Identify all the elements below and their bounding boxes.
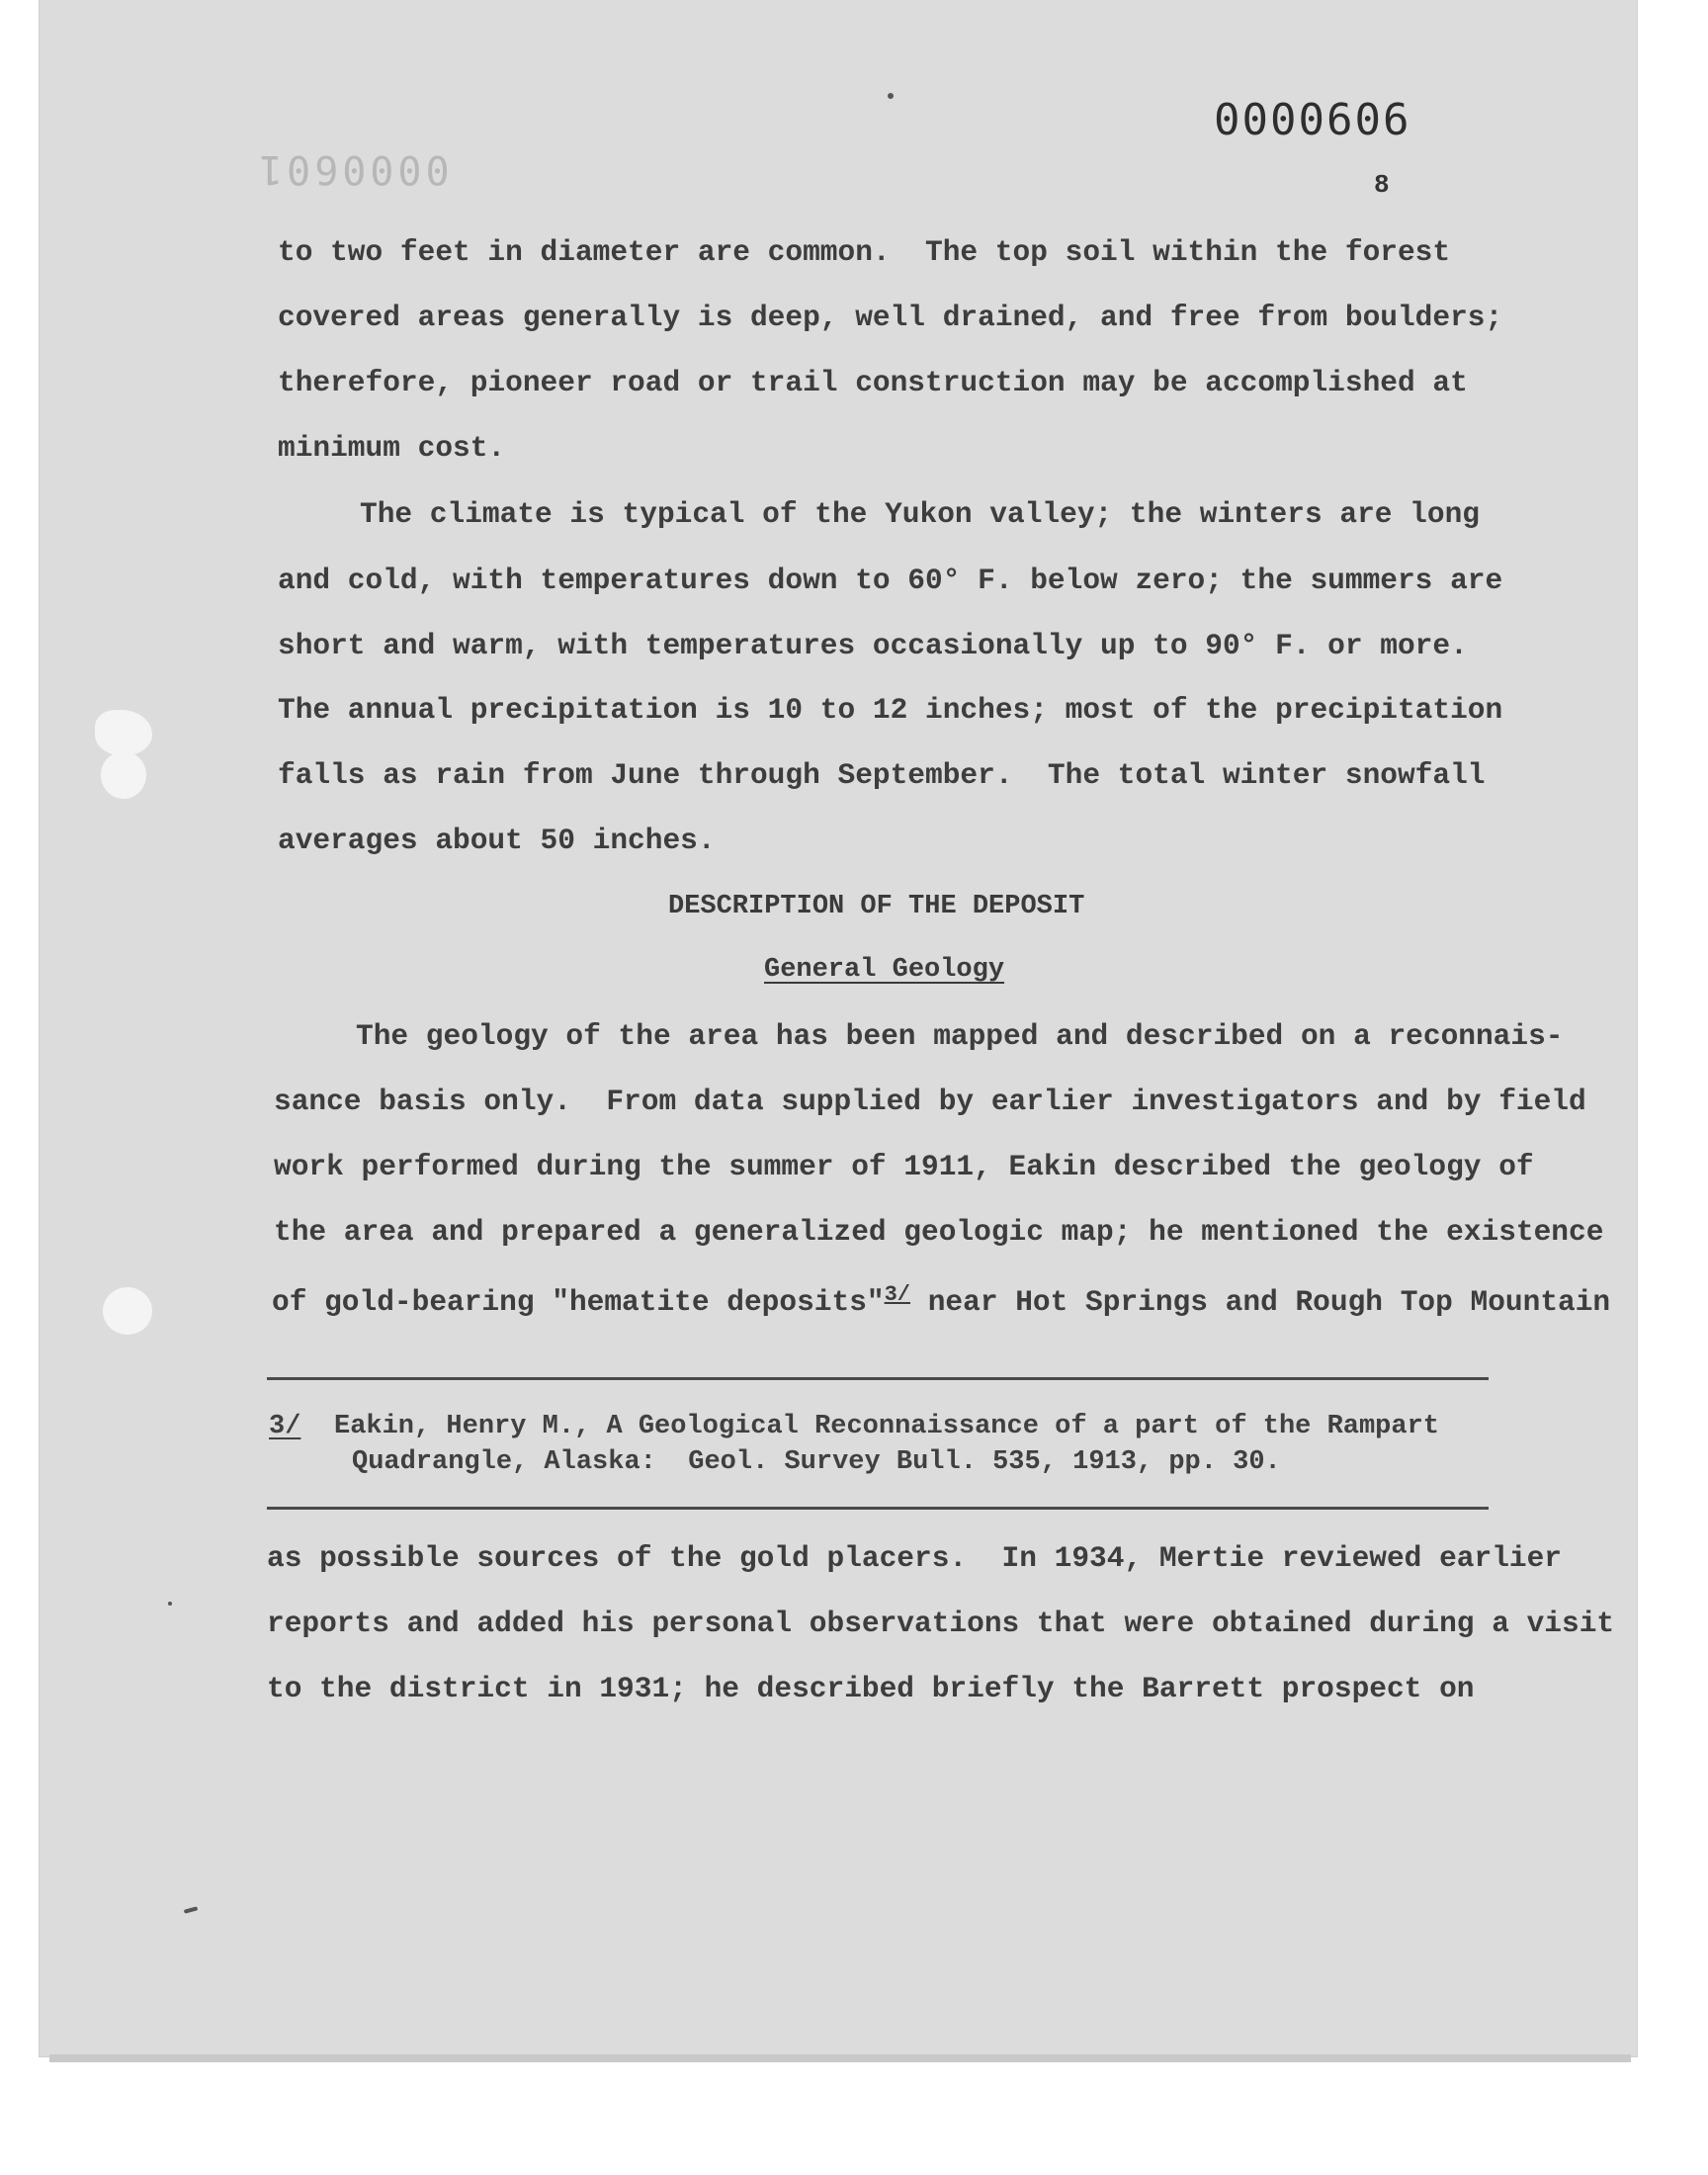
footnote-line: Quadrangle, Alaska: Geol. Survey Bull. 535, 1913, pp. 30. [352, 1447, 1281, 1477]
paragraph-line: the area and prepared a generalized geologic map; he mentioned the existence [274, 1215, 1604, 1249]
mirrored-id-stamp: 0000601 [255, 146, 450, 192]
paragraph-line: sance basis only. From data supplied by earlier investigators and by field [274, 1085, 1586, 1118]
section-heading: DESCRIPTION OF THE DEPOSIT [668, 892, 1085, 921]
paragraph-line: minimum cost. [278, 431, 506, 465]
paragraph-line [272, 1284, 1610, 1318]
paragraph-line: The annual precipitation is 10 to 12 inches; most of the precipitation [278, 693, 1503, 727]
footnote-line: Eakin, Henry M., A Geological Reconnaissance of a part of the Rampart [334, 1412, 1439, 1441]
paragraph-line: covered areas generally is deep, well drained, and free from boulders; [278, 301, 1503, 334]
document-id-stamp: 0000606 [1214, 95, 1411, 145]
paragraph-line: and cold, with temperatures down to 60° F. below zero; the summers are [278, 564, 1503, 597]
speck-mark [888, 93, 894, 99]
subsection-heading: General Geology [764, 955, 1005, 985]
paragraph-line: falls as rain from June through September. The total winter snowfall [278, 758, 1486, 792]
paragraph-line: work performed during the summer of 1911, Eakin described the geology of [274, 1150, 1534, 1183]
paragraph-line: therefore, pioneer road or trail construction may be accomplished at [278, 366, 1468, 399]
punch-hole-upper [95, 710, 152, 755]
paragraph-line: to the district in 1931; he described briefly the Barrett prospect on [267, 1672, 1475, 1705]
line-text: of gold-bearing "hematite deposits" [272, 1285, 885, 1319]
line-text: near Hot Springs and Rough Top Mountain [910, 1285, 1611, 1319]
footnote-reference: 3/ [884, 1282, 911, 1307]
paragraph-line: averages about 50 inches. [278, 824, 716, 857]
footnote-rule-bottom [267, 1507, 1489, 1510]
page-edge-shadow [49, 2054, 1631, 2062]
footnote-marker [269, 1412, 300, 1441]
footnote-rule-top [267, 1377, 1489, 1380]
punch-hole-lower [103, 1287, 152, 1335]
paragraph-line: to two feet in diameter are common. The top soil within the forest [278, 235, 1451, 269]
punch-hole-upper-lower [101, 751, 146, 799]
page-number: 8 [1374, 170, 1390, 200]
paragraph-line: The geology of the area has been mapped and described on a reconnais- [356, 1019, 1564, 1053]
speck-mark [168, 1602, 172, 1606]
paragraph-line: The climate is typical of the Yukon valley; the winters are long [360, 497, 1480, 531]
paragraph-line: as possible sources of the gold placers. In 1934, Mertie reviewed earlier [267, 1541, 1563, 1575]
paragraph-line: short and warm, with temperatures occasionally up to 90° F. or more. [278, 629, 1468, 662]
paragraph-line: reports and added his personal observations that were obtained during a visit [267, 1607, 1615, 1640]
footnote-number: 3/ [269, 1412, 301, 1441]
